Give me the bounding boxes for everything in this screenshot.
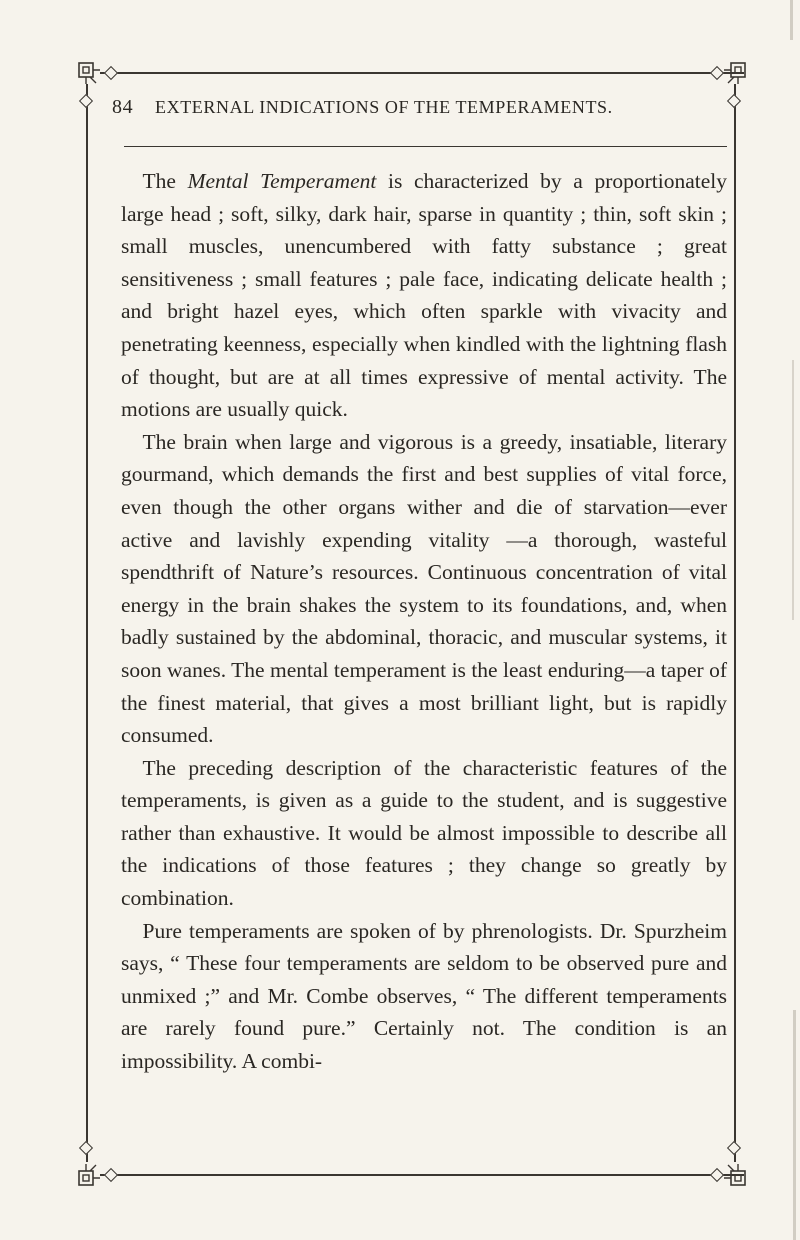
scan-edge-mark [790,0,793,40]
emphasis-text: Mental Temperament [187,169,377,193]
diamond-ornament-icon [104,1168,118,1182]
frame-right-rule [734,84,736,1162]
scan-edge-mark [792,360,794,620]
page-number: 84 [112,96,134,118]
frame-top-rule [100,72,744,74]
frame-left-rule [86,84,88,1162]
body-text [121,165,727,1078]
scan-edge-mark [793,1010,796,1240]
corner-ornament-icon [76,60,102,86]
corner-ornament-icon [76,1162,102,1188]
paragraph: The preceding description of the characteristic features of the temperaments, is given as a guide to the student, and is suggestive rather than exhaustive. It would be almost impossible to describe all the indications of those features ; they change so greatly by combination. [121,755,727,911]
diamond-ornament-icon [79,1141,93,1155]
running-header [112,96,732,126]
diamond-ornament-icon [104,66,118,80]
paragraph [121,165,727,426]
header-rule [124,146,727,147]
paragraph-text: The [142,169,188,193]
paragraph-text: is characterized by a proportionately large head ; soft, silky, dark hair, sparse in quantity ; thin, soft skin ; small muscles, unencumbered with fatty substance ; great sensitiveness ; small features ; pale face, indicating delicate health ; and bright hazel eyes, which often sparkle with vivacity and penetrating keenness, especially when kindled with the lightning flash of thought, but are at all times expressive of mental activity. The motions are usually quick. [121,169,728,422]
diamond-ornament-icon [727,1141,741,1155]
corner-ornament-icon [722,1162,748,1188]
diamond-ornament-icon [79,94,93,108]
paragraph: Pure temperaments are spoken of by phrenologists. Dr. Spurzheim says, “ These four temperaments are seldom to be observed pure and unmixed ;” and Mr. Combe observes, “ The different temperaments are rarely found pure.” Certainly not. The condition is an impossibility. A combi- [121,918,727,1074]
running-title: EXTERNAL INDICATIONS OF THE TEMPERAMENTS. [155,97,613,117]
corner-ornament-icon [722,60,748,86]
frame-bottom-rule [100,1174,744,1176]
paragraph: The brain when large and vigorous is a greedy, insatiable, literary gourmand, which demands the first and best supplies of vital force, even though the other organs wither and die of starvation—ever active and lavishly expending vitality —a thorough, wasteful spendthrift of Nature’s resources. Continuous concentration of vital energy in the brain shakes the system to its foundations, and, when badly sustained by the abdominal, thoracic, and muscular systems, it soon wanes. The mental temperament is the least enduring—a taper of the finest material, that gives a most brilliant light, but is rapidly consumed. [121,429,727,748]
